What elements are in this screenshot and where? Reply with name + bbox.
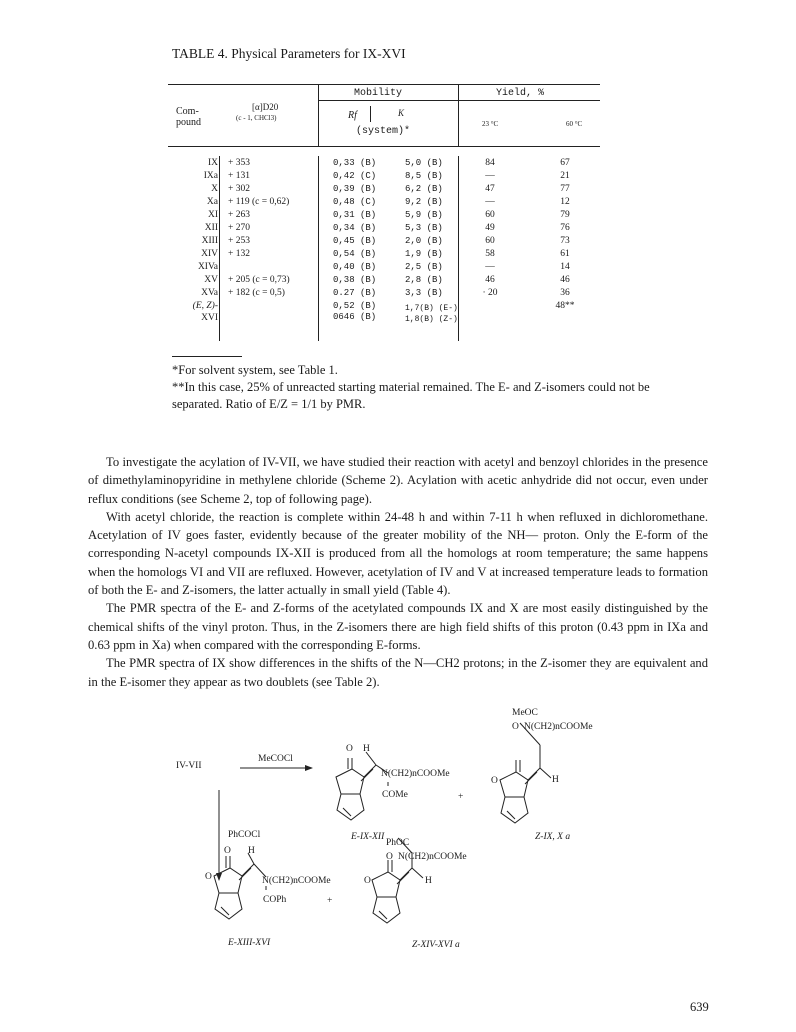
start-material-label: IV-VII: [176, 761, 202, 771]
header-23c: 23 °C: [482, 120, 499, 128]
cell-k: 8,5 (B): [405, 171, 443, 181]
cell-compound: IX: [207, 158, 218, 168]
cell-k: 1,7(B) (E-): [405, 304, 458, 313]
cell-rf: 0,38 (B): [333, 275, 377, 285]
substituent-n: N(CH2)nCOOMe: [381, 769, 450, 779]
cell-compound: X: [211, 184, 218, 194]
cell-alpha: + 131: [228, 171, 250, 181]
cell-yield-23: 60: [485, 210, 495, 220]
cell-compound: XIVa: [197, 262, 218, 272]
cell-alpha: + 132: [228, 249, 250, 259]
cell-yield-60: 36: [560, 288, 570, 298]
cell-yield-23: 60: [485, 236, 495, 246]
cell-rf: 0,45 (B): [333, 236, 377, 246]
cell-compound: XVa: [201, 288, 218, 298]
cell-alpha: + 253: [228, 236, 250, 246]
substituent-come: COMe: [382, 790, 408, 800]
structure-z-xiv-xvi-a: [372, 838, 423, 923]
cell-rf: 0.27 (B): [333, 288, 377, 298]
cell-k: 2,0 (B): [405, 236, 443, 246]
structure-e-xiii-xvi: [214, 853, 266, 919]
substituent-n: N(CH2)nCOOMe: [524, 722, 593, 732]
cell-rf: 0,52 (B): [333, 301, 377, 311]
atom-o: O: [364, 876, 371, 886]
table-caption: TABLE 4. Physical Parameters for IX-XVI: [172, 46, 406, 61]
structure-e-ix-xii: [336, 752, 388, 820]
cell-k: 2,8 (B): [405, 275, 443, 285]
header-yield: Yield, %: [496, 88, 545, 99]
header-system: (system)*: [356, 126, 411, 137]
cell-rf: 0,31 (B): [333, 210, 377, 220]
substituent-n: N(CH2)nCOOMe: [262, 876, 331, 886]
cell-alpha: + 353: [228, 158, 250, 168]
cell-yield-23: —: [485, 171, 495, 181]
paragraph: With acetyl chloride, the reaction is complete within 24-48 h and within 7-11 h when refluxed in dichloromethane. Acetylation of IV goes faster, evidently because of the greater mobility of the NH— proton. Only the E-form of the corresponding N-acetyl compounds IX-XII is produced from all the homologs at room temperature; the same happens when the homologs VI and VII are refluxed. However, acetylation of IV and V at increased temperature leads to formation of both the E- and Z-isomers, the latter actually in small yield (Table 4).: [88, 509, 708, 598]
cell-compound: XIII: [201, 236, 218, 246]
cell-alpha: + 302: [228, 184, 250, 194]
label-z-xiv-xvi-a: Z-XIV-XVI a: [412, 940, 460, 950]
cell-rf: 0,40 (B): [333, 262, 377, 272]
paragraph: The PMR spectra of IX show differences in the shifts of the N—CH2 protons; in the Z-isomer they are equivalent and in the E-isomer they appear as two doublets (see Table 2).: [88, 656, 708, 689]
atom-h: H: [248, 846, 255, 856]
cell-alpha: + 119 (c = 0,62): [228, 197, 290, 207]
cell-rf: 0,48 (C): [333, 197, 377, 207]
cell-rf: 0,34 (B): [333, 223, 377, 233]
header-alpha-conditions: (c - 1, CHCl3): [236, 114, 277, 122]
cell-yield-60: 12: [560, 197, 570, 207]
cell-k: 6,2 (B): [405, 184, 443, 194]
cell-yield-23: 46: [485, 275, 495, 285]
cell-rf: 0,42 (C): [333, 171, 377, 181]
paragraph: To investigate the acylation of IV-VII, we have studied their reaction with acetyl and benzoyl chlorides in the presence of dimethylaminopyridine in methylene chloride (Scheme 2). Acylation with acetic anhydride did not occur, even under reflux conditions (see Scheme 2, top of following page).: [88, 455, 708, 506]
header-alpha: [α]D20: [252, 102, 279, 112]
cell-yield-60: 73: [560, 236, 570, 246]
cell-alpha: + 270: [228, 223, 250, 233]
atom-h: H: [363, 744, 370, 754]
atom-o: O: [205, 872, 212, 882]
label-z-ix-xa: Z-IX, X a: [535, 832, 571, 842]
cell-compound: XV: [204, 275, 218, 285]
atom-o: O: [346, 744, 353, 754]
page-number: 639: [690, 1000, 709, 1014]
cell-k: 1,8(B) (Z-): [405, 315, 458, 324]
cell-compound: XII: [204, 223, 218, 233]
cell-alpha: + 263: [228, 210, 250, 220]
cell-yield-23: 47: [485, 184, 495, 194]
atom-h: H: [552, 775, 559, 785]
substituent-n: N(CH2)nCOOMe: [398, 852, 467, 862]
cell-yield-23: —: [485, 262, 495, 272]
header-compound: Com- pound: [176, 106, 201, 128]
label-e-xiii-xvi: E-XIII-XVI: [228, 938, 271, 948]
cell-yield-60: 46: [560, 275, 570, 285]
cell-compound: XVI: [201, 313, 218, 323]
cell-compound: IXa: [203, 171, 218, 181]
cell-yield-60: 48**: [555, 301, 575, 311]
header-rf: Rf: [348, 110, 357, 121]
plus-sign: +: [458, 792, 464, 802]
cell-compound: Xa: [206, 197, 218, 207]
cell-compound: (E, Z)-: [192, 301, 218, 311]
header-k: K: [398, 108, 405, 118]
plus-sign: +: [327, 896, 333, 906]
substituent-phoc: PhOC: [386, 838, 410, 848]
cell-yield-23: 49: [485, 223, 495, 233]
cell-yield-23: 84: [485, 158, 495, 168]
header-mobility: Mobility: [354, 88, 403, 99]
cell-alpha: + 205 (c = 0,73): [228, 275, 290, 285]
cell-k: 2,5 (B): [405, 262, 443, 272]
paragraph: The PMR spectra of the E- and Z-forms of the acetylated compounds IX and X are most easily distinguished by the chemical shifts of the vinyl proton. Thus, in the Z-isomers there are high field shifts of this proton (0.43 ppm in IXa and 0.63 ppm in Xa) when compared with the corresponding E-forms.: [88, 601, 708, 652]
substituent-meoc: MeOC: [512, 708, 538, 718]
cell-rf: 0646 (B): [333, 312, 377, 322]
cell-compound: XIV: [201, 249, 218, 259]
cell-rf: 0,39 (B): [333, 184, 377, 194]
label-e-ix-xii: E-IX-XII: [351, 832, 385, 842]
cell-yield-60: 79: [560, 210, 570, 220]
cell-alpha: + 182 (c = 0,5): [228, 288, 285, 298]
atom-o: O: [491, 776, 498, 786]
cell-yield-23: · 20: [482, 288, 498, 298]
cell-yield-23: 58: [485, 249, 495, 259]
cell-k: 3,3 (B): [405, 288, 443, 298]
cell-compound: XI: [207, 210, 218, 220]
cell-rf: 0,54 (B): [333, 249, 377, 259]
atom-o: O: [224, 846, 231, 856]
cell-yield-60: 14: [560, 262, 570, 272]
reagent-mecocl: MeCOCl: [258, 754, 293, 764]
cell-yield-60: 61: [560, 249, 570, 259]
atom-o: O: [386, 852, 393, 862]
substituent-coph: COPh: [263, 895, 287, 905]
reagent-phcocl: PhCOCl: [228, 830, 261, 840]
cell-k: 5,9 (B): [405, 210, 443, 220]
cell-rf: 0,33 (B): [333, 158, 377, 168]
cell-k: 9,2 (B): [405, 197, 443, 207]
cell-yield-23: —: [485, 197, 495, 207]
cell-k: 1,9 (B): [405, 249, 443, 259]
cell-k: 5,0 (B): [405, 158, 443, 168]
cell-yield-60: 76: [560, 223, 570, 233]
cell-k: 5,3 (B): [405, 223, 443, 233]
footnote-2: **In this case, 25% of unreacted starting material remained. The E- and Z-isomers could not be separated. Ratio of E/Z = 1/1 by PMR.: [172, 380, 650, 411]
cell-yield-60: 77: [560, 184, 570, 194]
atom-o: O: [512, 722, 519, 732]
structure-z-ix-xa: [500, 723, 551, 823]
footnote-1: *For solvent system, see Table 1.: [172, 363, 338, 377]
atom-h: H: [425, 876, 432, 886]
header-60c: 60 °C: [566, 120, 583, 128]
cell-yield-60: 21: [560, 171, 570, 181]
cell-yield-60: 67: [560, 158, 570, 168]
